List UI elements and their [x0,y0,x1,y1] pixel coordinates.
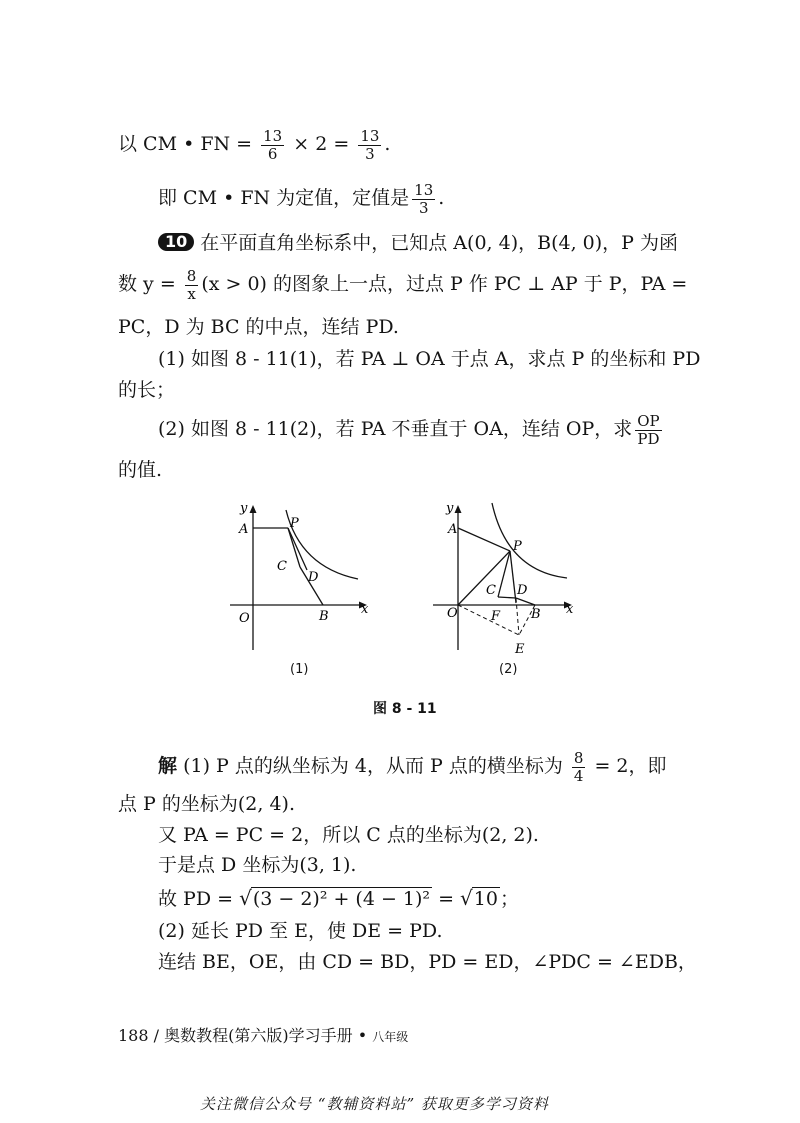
text-segment: 又 PA = PC = 2，所以 C 点的坐标为(2, 2). [158,824,539,846]
problem-line [118,268,687,302]
denominator: 4 [573,766,584,785]
problem-number-badge: 10 [158,233,194,251]
figure-8-11-1 [220,495,380,665]
numerator: 8 [186,267,197,285]
grade-label: 八年级 [372,1030,409,1044]
denominator: 3 [418,198,429,217]
label-y: y [446,501,454,516]
label-x: x [361,602,369,617]
hyperbola-curve [492,503,567,578]
text-line [158,182,444,216]
page-number: 188 [118,1026,149,1045]
text-segment: ； [499,888,519,910]
label-p: P [290,516,299,531]
text-segment: PC，D 为 BC 的中点，连结 PD. [118,316,399,338]
numerator: 8 [573,749,584,767]
label-c: C [486,583,496,598]
text-segment: 在平面直角坐标系中，已知点 A(0, 4)，B(4, 0)，P 为函 [200,232,678,254]
radicand: (3 − 2)² + (4 − 1)² [252,888,431,910]
solution-line [118,795,295,814]
label-p: P [513,539,522,554]
y-arrow [250,505,257,513]
text-segment: . [438,187,445,209]
label-o: O [239,611,250,626]
label-d: D [517,583,528,598]
fraction [358,128,381,162]
text-segment: = [432,888,461,910]
segment-de-dashed [516,598,519,635]
label-x: x [566,602,574,617]
label-b: B [319,609,329,624]
problem-line [118,318,399,337]
text-segment: (1) P 点的纵坐标为 4，从而 P 点的横坐标为 [183,755,569,777]
figure-caption: (2) [499,662,518,677]
text-segment: 连结 BE，OE，由 CD = BD，PD = ED，∠PDC = ∠EDB， [158,951,697,973]
label-b: B [531,607,541,622]
fraction [635,413,661,447]
text-segment: = 2，即 [588,755,667,777]
segment-cd [498,597,516,598]
numerator: 13 [414,181,434,199]
text-segment: 即 CM • FN 为定值，定值是 [158,187,410,209]
radical-sign: √ [239,886,252,910]
text-segment: 故 PD = [158,888,240,910]
problem-line [158,350,700,369]
text-segment: (1) 如图 8 - 11(1)，若 PA ⊥ OA 于点 A，求点 P 的坐标和 PD [158,348,701,370]
denominator: x [187,284,196,303]
numerator: 13 [360,127,380,145]
text-segment: 点 P 的坐标为(2, 4). [118,793,295,815]
book-title: / 奥数教程(第六版)学习手册 • [153,1026,368,1045]
problem-line [118,381,175,400]
fraction [572,750,586,784]
solution-line [158,750,667,784]
label-y: y [240,501,248,516]
fraction [185,268,199,302]
text-segment: 以 CM • FN = [118,133,259,155]
denominator: 6 [267,144,278,163]
radicand: 10 [473,888,498,910]
figure-caption: (1) [290,662,309,677]
label-c: C [277,559,287,574]
label-e: E [515,642,525,657]
text-segment: 于是点 D 坐标为(3, 1). [158,854,357,876]
label-d: D [308,570,319,585]
solution-line [158,887,519,909]
solution-line [158,953,697,972]
text-segment: × 2 = [287,133,356,155]
problem-line [158,413,665,447]
label-f: F [491,609,501,624]
text-segment: 的长； [118,379,176,401]
solution-line [158,856,356,875]
segment-pc [288,528,300,567]
solution-line [158,922,442,941]
segment-db [516,598,535,605]
problem-line [118,461,162,480]
text-segment: . [384,133,391,155]
watermark-text: 关注微信公众号 “教辅资料站” 获取更多学习资料 [200,1095,549,1113]
numerator: OP [637,412,660,430]
text-segment: (2) 如图 8 - 11(2)，若 PA 不垂直于 OA，连结 OP，求 [158,418,633,440]
text-segment: (2) 延长 PD 至 E，使 DE = PD. [158,920,443,942]
fraction [412,182,435,216]
solution-line [158,826,539,845]
segment-oe-dashed [458,605,519,635]
fraction [261,128,284,162]
text-segment: 数 y = [118,273,182,295]
segment-ap [458,528,510,551]
segment-pb [510,551,516,603]
denominator: PD [637,429,660,448]
figure-8-11-2 [425,495,585,665]
figure-title: 图 8 - 11 [373,701,437,717]
text-segment: 的值. [118,459,163,481]
problem-line [158,233,678,253]
page-footer [118,1023,408,1046]
text-segment: (x > 0) 的图象上一点，过点 P 作 PC ⊥ AP 于 P，PA = [201,273,688,295]
label-o: O [447,606,458,621]
label-a: A [448,522,458,537]
numerator: 13 [263,127,283,145]
solution-label: 解 [158,755,178,777]
label-a: A [239,522,249,537]
text-line [118,128,390,162]
y-arrow [455,505,462,513]
denominator: 3 [365,144,375,163]
radical-sign: √ [460,886,473,910]
